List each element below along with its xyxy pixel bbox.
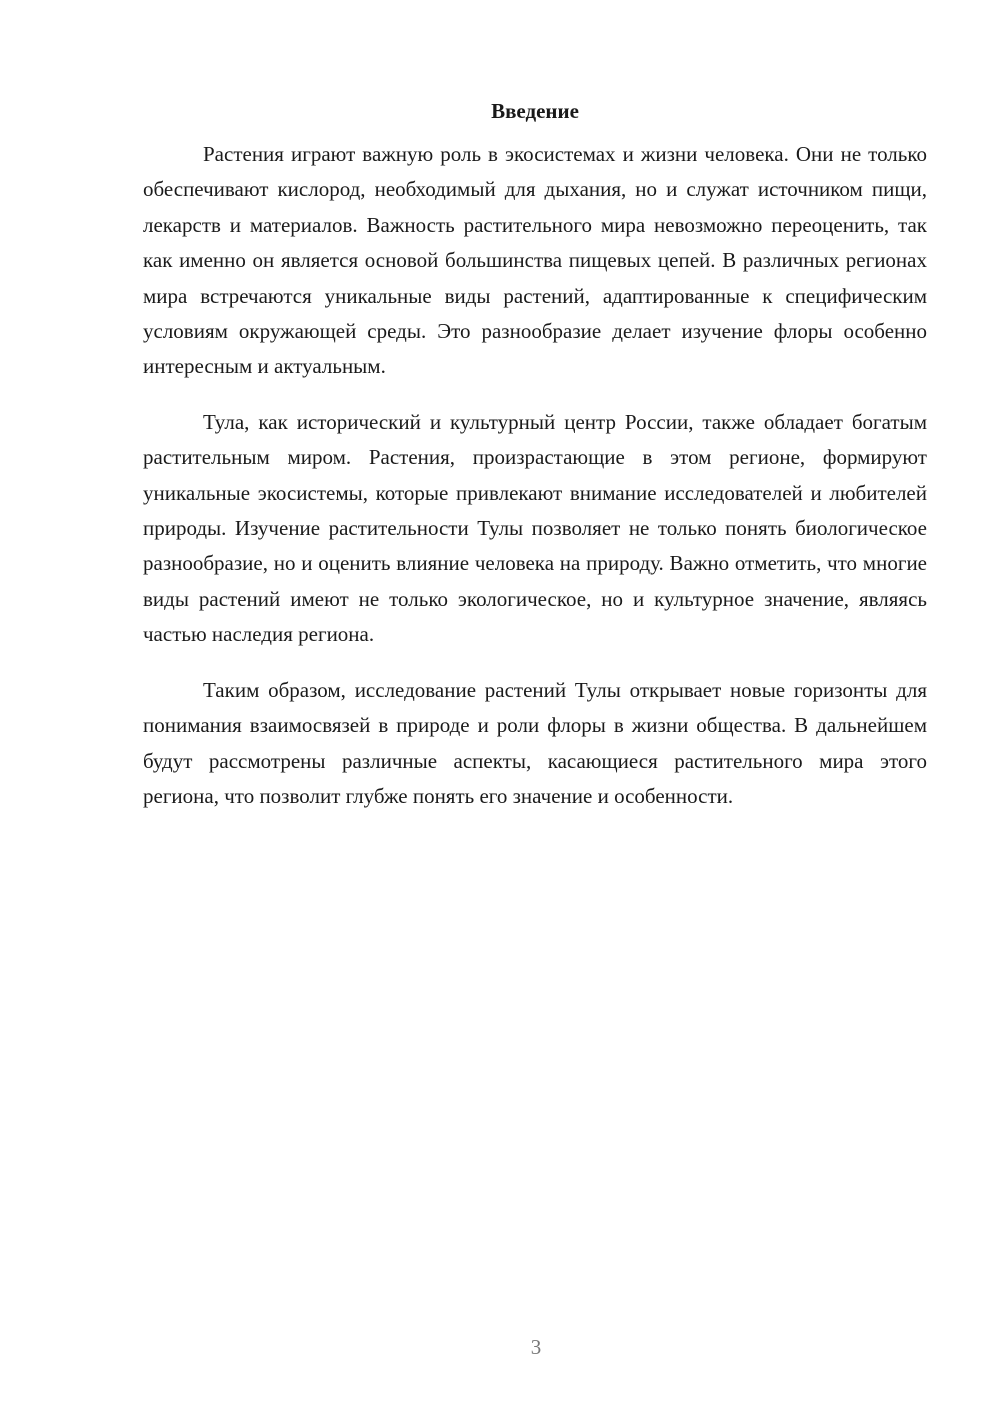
body-paragraph-3: Таким образом, исследование растений Тулы открывает новые горизонты для понимания взаимосвязей в природе и роли флоры в жизни общества. В дальнейшем будут рассмотрены различные аспекты, касающиеся растительного мира этого региона, что позволит глубже понять его значение и особенности. [143, 677, 927, 808]
body-paragraph-2: Тула, как исторический и культурный центр России, также обладает богатым растительным миром. Растения, произрастающие в этом регионе, формируют уникальные экосистемы, которые привлекают внимание исследователей и любителей природы. Изучение растительности Тулы позволяет не только понять биологическое разнообразие, но и оценить влияние человека на природу. Важно отметить, что многие виды растений имеют не только экологическое, но и культурное значение, являясь частью наследия региона. [143, 409, 927, 647]
page-content [143, 96, 927, 834]
section-heading: Введение [491, 99, 579, 123]
body-paragraph-1: Растения играют важную роль в экосистемах и жизни человека. Они не только обеспечивают кислород, необходимый для дыхания, но и служат источником пищи, лекарств и материалов. Важность растительного мира невозможно переоценить, так как именно он является основой большинства пищевых цепей. В различных регионах мира встречаются уникальные виды растений, адаптированные к специфическим условиям окружающей среды. Это разнообразие делает изучение флоры особенно интересным и актуальным. [143, 142, 927, 379]
page-number: 3 [530, 1335, 542, 1359]
